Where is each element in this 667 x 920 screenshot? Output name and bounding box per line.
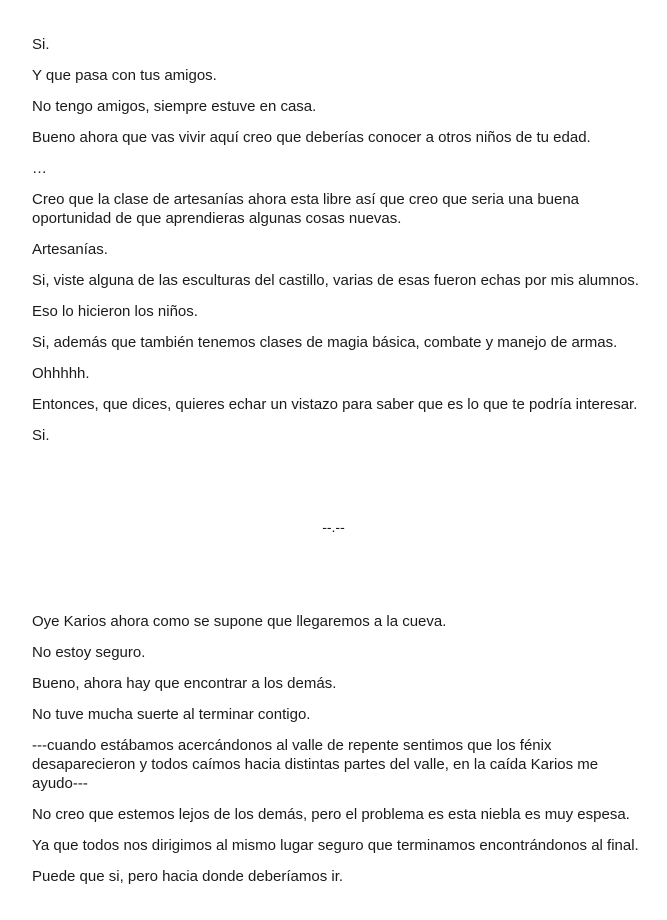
- paragraph: Si, viste alguna de las esculturas del castillo, varias de esas fueron echas por mis alumnos.: [32, 272, 639, 289]
- paragraph: Entonces, que dices, quieres echar un vistazo para saber que es lo que te podría interesar.: [32, 396, 638, 413]
- paragraph: Artesanías.: [32, 241, 108, 258]
- paragraph: ---cuando estábamos acercándonos al valle de repente sentimos que los fénix desaparecieron y todos caímos hacia distintas partes del valle, en la caída Karios me ayudo---: [32, 737, 599, 792]
- paragraph: Ya que todos nos dirigimos al mismo lugar seguro que terminamos encontrándonos al final.: [32, 837, 639, 854]
- paragraph: Bueno ahora que vas vivir aquí creo que deberías conocer a otros niños de tu edad.: [32, 129, 591, 146]
- paragraph: Creo que la clase de artesanías ahora esta libre así que creo que seria una buena oportunidad de que aprendieras algunas cosas nuevas.: [32, 191, 580, 227]
- section-divider: --.--: [322, 519, 345, 535]
- paragraph: Si.: [32, 427, 50, 444]
- paragraph: Eso lo hicieron los niños.: [32, 303, 198, 320]
- paragraph: Y que pasa con tus amigos.: [32, 67, 217, 84]
- paragraph: No estoy seguro.: [32, 644, 146, 661]
- paragraph: Ohhhhh.: [32, 365, 90, 382]
- paragraph: Bueno, ahora hay que encontrar a los demás.: [32, 675, 337, 692]
- paragraph: …: [32, 160, 47, 177]
- paragraph: No tengo amigos, siempre estuve en casa.: [32, 98, 317, 115]
- paragraph: No creo que estemos lejos de los demás, pero el problema es esta niebla es muy espesa.: [32, 806, 630, 823]
- paragraph: Puede que si, pero hacia donde deberíamos ir.: [32, 868, 344, 885]
- paragraph: No tuve mucha suerte al terminar contigo.: [32, 706, 311, 723]
- paragraph: Si, además que también tenemos clases de magia básica, combate y manejo de armas.: [32, 334, 618, 351]
- paragraph: Oye Karios ahora como se supone que llegaremos a la cueva.: [32, 613, 447, 630]
- paragraph: Si.: [32, 36, 50, 53]
